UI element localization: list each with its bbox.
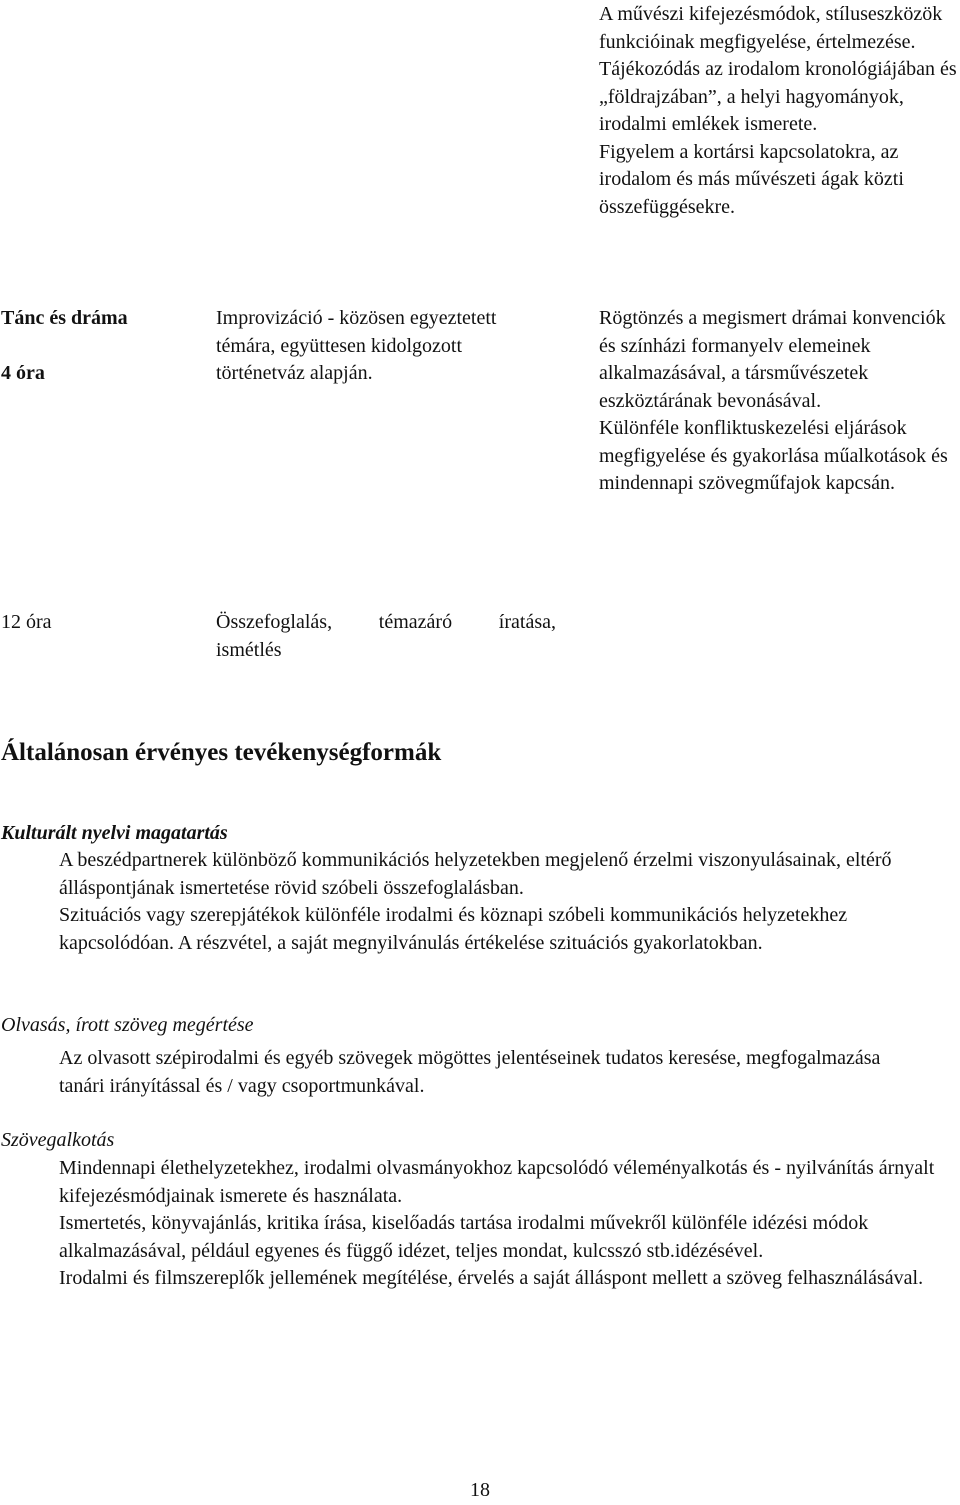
subsection-body-kulturalt [59,847,929,957]
row-hours-summary: 12 óra [1,611,52,633]
section-title: Általánosan érvényes tevékenységformák [1,739,442,766]
page-number: 18 [470,1479,490,1501]
activity-word: témazáró [378,611,453,633]
row-outcomes-tanc [599,305,960,498]
body-paragraph: Mindennapi élethelyzetekhez, irodalmi olvasmányokhoz kapcsolódó véleményalkotás és - nyilvánítás árnyalt kifejezésmódjainak ismerete és használata. [59,1157,935,1207]
subsection-title-szovegalkotas: Szövegalkotás [1,1129,115,1151]
outcome-paragraph: Különféle konfliktuskezelési eljárások megfigyelése és gyakorlása műalkotások és mindennapi szövegműfajok kapcsán. [599,417,948,494]
outcome-paragraph: A művészi kifejezésmódok, stíluseszközök funkcióinak megfigyelése, értelmezése. [599,3,943,53]
body-paragraph: A beszédpartnerek különböző kommunikációs helyzetekben megjelenő érzelmi viszonyulásainak, eltérő álláspontjának ismertetése rövid szóbeli összefoglalásban. [59,849,892,899]
row-activity-tanc: Improvizáció - közösen egyeztetett témára, együttesen kidolgozott történetváz alapján. [216,307,497,384]
body-paragraph: Az olvasott szépirodalmi és egyéb szövegek mögöttes jelentéseinek tudatos keresése, megfogalmazása tanári irányítással és / vagy csoportmunkával. [59,1047,881,1097]
subsection-body-szovegalkotas [59,1155,960,1293]
subsection-body-olvasas [59,1045,899,1100]
body-paragraph: Szituációs vagy szerepjátékok különféle irodalmi és köznapi szóbeli kommunikációs helyzetekhez kapcsolódóan. A részvétel, a saját megnyilvánulás értékelése szituációs gyakorlatokban. [59,904,848,954]
body-paragraph: Ismertetés, könyvajánlás, kritika írása, kiselőadás tartása irodalmi művekről különféle idézési módok alkalmazásával, például egyenes és függő idézet, teljes mondat, kulcsszó stb.idézésével. [59,1212,869,1262]
top-outcomes-column [599,1,959,221]
body-paragraph: Irodalmi és filmszereplők jellemének megítélése, érvelés a saját álláspont mellett a szöveg felhasználásával. [59,1267,924,1289]
outcome-paragraph: Rögtönzés a megismert drámai konvenciók és színházi formanyelv elemeinek alkalmazásával, a társművészetek eszköztárának bevonásával. [599,307,946,412]
subsection-title-olvasas: Olvasás, írott szöveg megértése [1,1014,254,1036]
row-activity-summary [216,609,556,664]
outcome-paragraph: Figyelem a kortársi kapcsolatokra, az irodalom és más művészeti ágak közti összefüggésekre. [599,140,904,218]
subsection-title-kulturalt: Kulturált nyelvi magatartás [1,822,228,844]
row-hours-tanc: 4 óra [1,362,45,384]
activity-rest: ismétlés [216,638,282,661]
outcome-paragraph: Tájékozódás az irodalom kronológiájában és „földrajzában”, a helyi hagyományok, irodalmi emlékek ismerete. [599,58,957,135]
row-title-tanc: Tánc és dráma [1,307,128,329]
activity-word: íratása, [498,611,556,633]
activity-word: Összefoglalás, [216,611,333,633]
